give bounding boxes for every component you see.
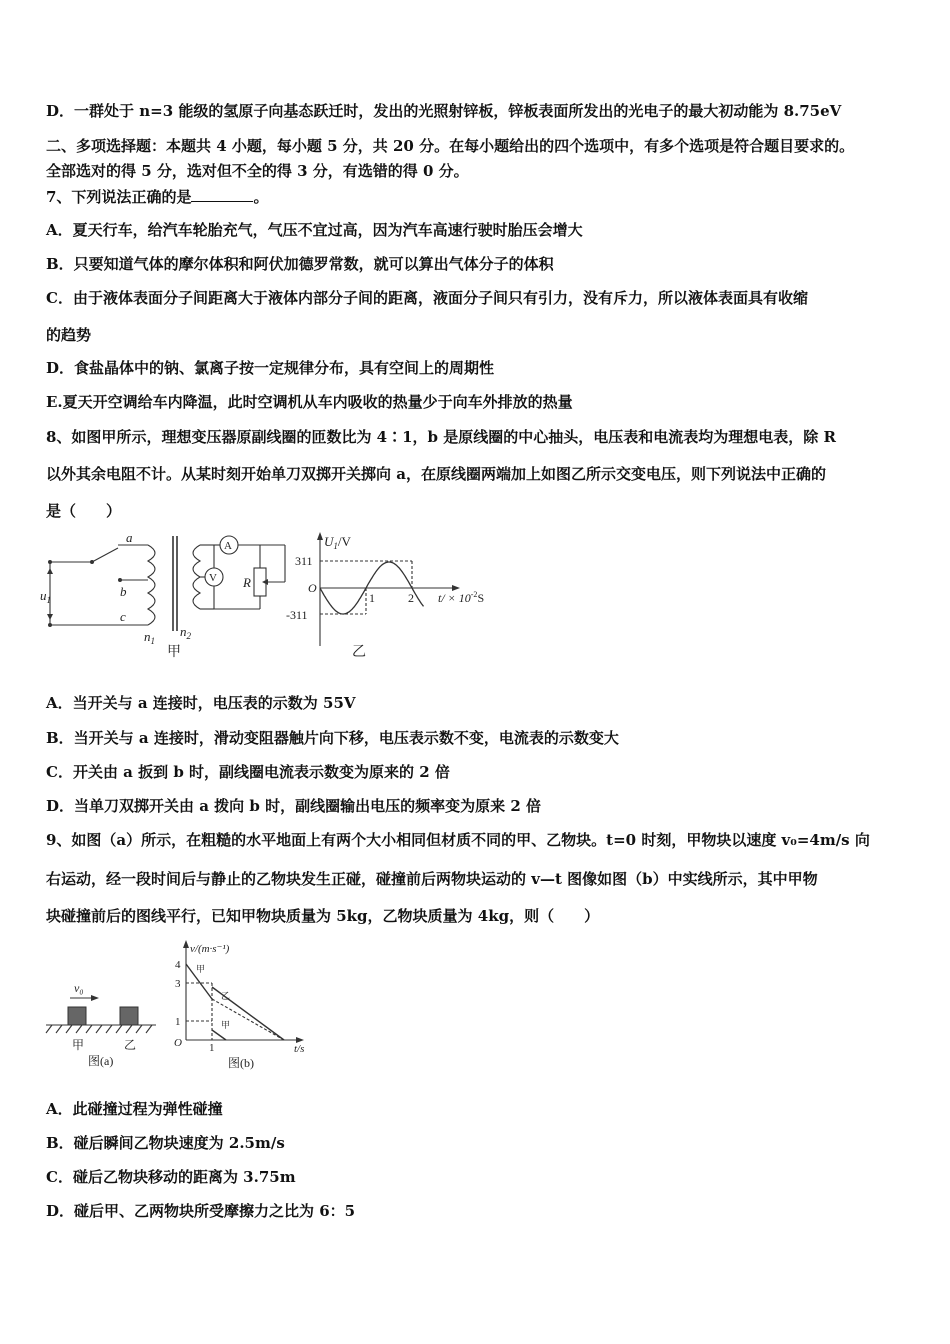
input-voltage-label: $u_1$ [40,588,51,605]
q7-stem-text: 7、下列说法正确的是 [46,188,192,206]
block-yi [120,1007,138,1025]
section2-heading-line1: 二、多项选择题：本题共 4 小题，每小题 5 分，共 20 分。在每小题给出的四个选项中，有多个选项是符合题目要求的。 [46,137,855,155]
q8-stem-line3: 是（ ） [46,502,122,520]
initial-velocity-label: v₀ [74,981,84,995]
block-jia [68,1007,86,1025]
figure-jia-caption: 甲 [167,645,181,660]
q7-option-b: B．只要知道气体的摩尔体积和阿伏加德罗常数，就可以算出气体分子的体积 [46,255,554,273]
q9-option-b: B．碰后瞬间乙物块速度为 2.5m/s [46,1134,285,1152]
q9-stem-line2: 右运动，经一段时间后与静止的乙物块发生正碰，碰撞前后两物块运动的 v—t 图像如图（b）中实线所示，其中甲物 [46,870,818,888]
vt-origin-label: O [174,1037,182,1049]
voltage-sine-graph [284,528,514,662]
q6-option-d: D．一群处于 n=3 能级的氢原子向基态跃迁时，发出的光照射锌板，锌板表面所发出的光电子的最大初动能为 8.75eV [46,102,842,120]
q7-stem-end: 。 [253,188,269,206]
resistor-label: R [243,575,251,590]
velocity-time-graph [168,938,318,1072]
figure-b-caption: 图(b) [228,1056,254,1070]
y-axis-label: $U_1/V$ [324,534,351,551]
q9-option-d: D．碰后甲、乙两物块所受摩擦力之比为 6：5 [46,1202,356,1220]
terminal-c-label: c [120,609,126,624]
block-yi-label: 乙 [124,1038,137,1052]
q9-option-c: C．碰后乙物块移动的距离为 3.75m [46,1168,296,1186]
q8-option-c: C．开关由 a 扳到 b 时，副线圈电流表示数变为原来的 2 倍 [46,763,450,781]
q7-option-a: A．夏天行车，给汽车轮胎充气，气压不宜过高，因为汽车高速行驶时胎压会增大 [46,221,583,239]
x-tick-1: 1 [369,591,375,605]
peak-voltage-label: 311 [295,554,313,568]
v-axis-label: v/(m·s⁻¹) [190,943,230,955]
transformer-circuit-diagram [40,528,300,662]
x-tick-2: 2 [408,591,414,605]
answer-blank [191,187,253,202]
x-tick-1: 1 [209,1042,215,1054]
terminal-a-label: a [126,530,133,545]
figure-yi-caption: 乙 [352,645,366,660]
q8-option-d: D．当单刀双掷开关由 a 拨向 b 时，副线圈输出电压的频率变为原来 2 倍 [46,797,541,815]
q7-option-d: D．食盐晶体中的钠、氯离子按一定规律分布，具有空间上的周期性 [46,359,495,377]
q9-stem-line3: 块碰撞前后的图线平行，已知甲物块质量为 5kg，乙物块质量为 4kg，则（ ） [46,907,600,925]
voltmeter-icon: V [209,572,217,584]
origin-label: O [308,581,317,595]
t-axis-label: t/s [294,1043,305,1055]
secondary-turns-label: $n_2$ [180,624,191,641]
q9-stem-line1: 9、如图（a）所示，在粗糙的水平地面上有两个大小相同但材质不同的甲、乙物块。t=0 时刻，甲物块以速度 v₀=4m/s 向 [46,831,870,849]
q8-stem-line2: 以外其余电阻不计。从某时刻开始单刀双掷开关掷向 a，在原线圈两端加上如图乙所示交变电压，则下列说法中正确的 [46,465,826,483]
terminal-b-label: b [120,584,127,599]
line-jia-before-label: 甲 [196,964,206,974]
ammeter-icon: A [224,540,232,552]
block-jia-label: 甲 [72,1038,85,1052]
q7-stem [46,187,916,207]
figure-a-caption: 图(a) [88,1054,114,1068]
trough-voltage-label: -311 [286,608,308,622]
y-tick-4: 4 [175,959,181,971]
y-tick-1: 1 [175,1016,181,1028]
q7-option-c-line2: 的趋势 [46,326,92,344]
blocks-on-ground-diagram [44,974,164,1072]
q7-option-e: E.夏天开空调给车内降温，此时空调机从车内吸收的热量少于向车外排放的热量 [46,393,573,411]
x-axis-label: $t/ \times 10^{-2}S$ [438,590,485,605]
y-tick-3: 3 [175,978,181,990]
primary-turns-label: $n_1$ [144,629,155,646]
q8-option-a: A．当开关与 a 连接时，电压表的示数为 55V [46,694,356,712]
line-yi-label: 乙 [221,991,231,1001]
q9-option-a: A．此碰撞过程为弹性碰撞 [46,1100,223,1118]
q8-option-b: B．当开关与 a 连接时，滑动变阻器触片向下移，电压表示数不变，电流表的示数变大 [46,729,619,747]
line-jia-after-label: 甲 [221,1020,231,1030]
section2-heading-line2: 全部选对的得 5 分，选对但不全的得 3 分，有选错的得 0 分。 [46,162,469,180]
q8-stem-line1: 8、如图甲所示，理想变压器原副线圈的匝数比为 4∶1，b 是原线圈的中心抽头，电压表和电流表均为理想电表，除 R [46,428,836,446]
q7-option-c-line1: C．由于液体表面分子间距离大于液体内部分子间的距离，液面分子间只有引力，没有斥力，所以液体表面具有收缩 [46,289,808,307]
